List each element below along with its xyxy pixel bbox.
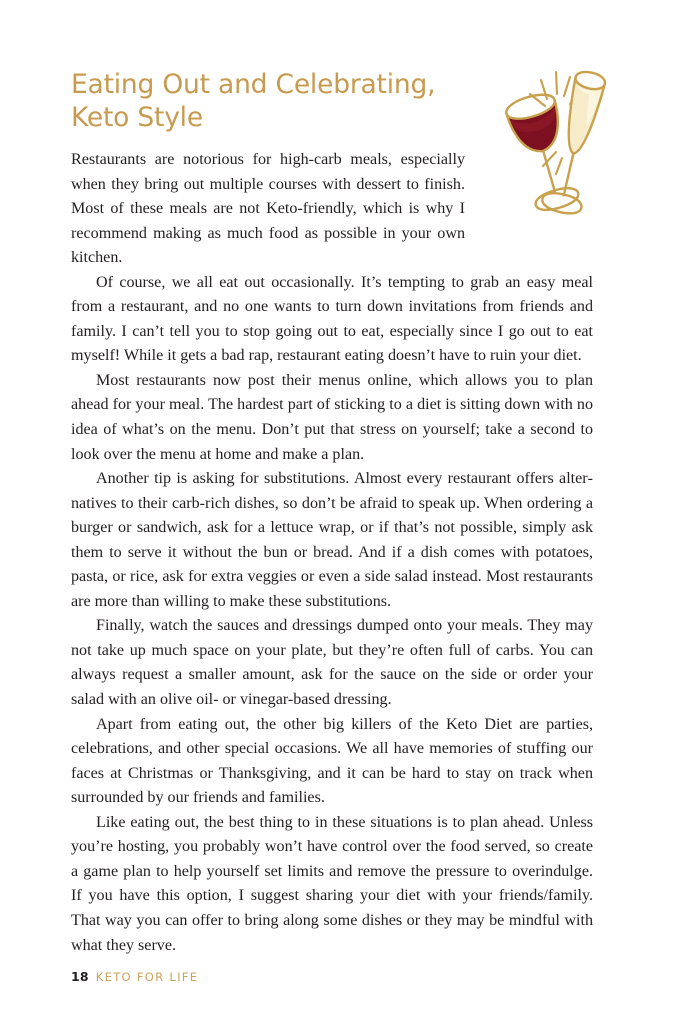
paragraph-1 <box>71 148 593 271</box>
illustration-text-gutter <box>465 148 593 222</box>
page-footer <box>71 969 198 984</box>
body-copy <box>71 148 593 958</box>
paragraph-4: Another tip is asking for substitutions. Almost every restaurant offers alternatives to their carb-rich dishes, so don’t be afraid to speak up. When ordering a burger or sandwich, ask for a lettuce wrap, or if that’s not possible, simply ask them to serve it without the bun or bread. And if a dish comes with potatoes, pasta, or rice, ask for extra veggies or even a side salad instead. Most restaurants are more than willing to make these substitutions. <box>71 470 593 610</box>
page-number: 18 <box>71 969 89 984</box>
paragraph-2: Of course, we all eat out occasionally. It’s tempting to grab an easy meal from a restaurant, and no one wants to turn down invitations from friends and family. I can’t tell you to stop going out to eat, especially since I go out to eat myself! While it gets a bad rap, restaurant eating doesn’t have to ruin your diet. <box>71 273 593 365</box>
paragraph-3: Most restaurants now post their menus online, which allows you to plan ahead for your meal. The hardest part of sticking to a diet is sitting down with no idea of what’s on the menu. Don’t put that stress on yourself; take a second to look over the menu at home and make a plan. <box>71 371 593 463</box>
paragraph-7: Like eating out, the best thing to in these situations is to plan ahead. Unless you’re hosting, you probably won’t have control over the food served, so create a game plan to help yourself set limits and remove the pressure to overindulge. If you have this option, I suggest sharing your diet with your friends/family. That way you can offer to bring along some dishes or they may be mindful with what they serve. <box>71 813 593 954</box>
page-title-line-2: Keto Style <box>71 102 203 133</box>
running-head: KETO FOR LIFE <box>95 970 199 984</box>
paragraph-5: Finally, watch the sauces and dressings dumped onto your meals. They may not take up much space on your plate, but they’re often full of carbs. You can always request a smaller amount, ask for the sauce on the side or order your salad with an olive oil- or vinegar-based dressing. <box>71 617 593 709</box>
paragraph-1-text: Restaurants are notorious for high-carb meals, especially when they bring out multiple courses with dessert to finish. Most of these meals are not Keto-friendly, which is why I recommend making as much food as possible in your own kitchen. <box>71 151 465 267</box>
paragraph-6: Apart from eating out, the other big killers of the Keto Diet are parties, celebrations, and other special occasions. We all have memories of stuffing our faces at Christmas or Thanksgiving, and it can be hard to stay on track when surrounded by our friends and families. <box>71 715 593 807</box>
page-title <box>71 68 471 134</box>
page-title-line-1: Eating Out and Celebrating, <box>71 69 436 100</box>
